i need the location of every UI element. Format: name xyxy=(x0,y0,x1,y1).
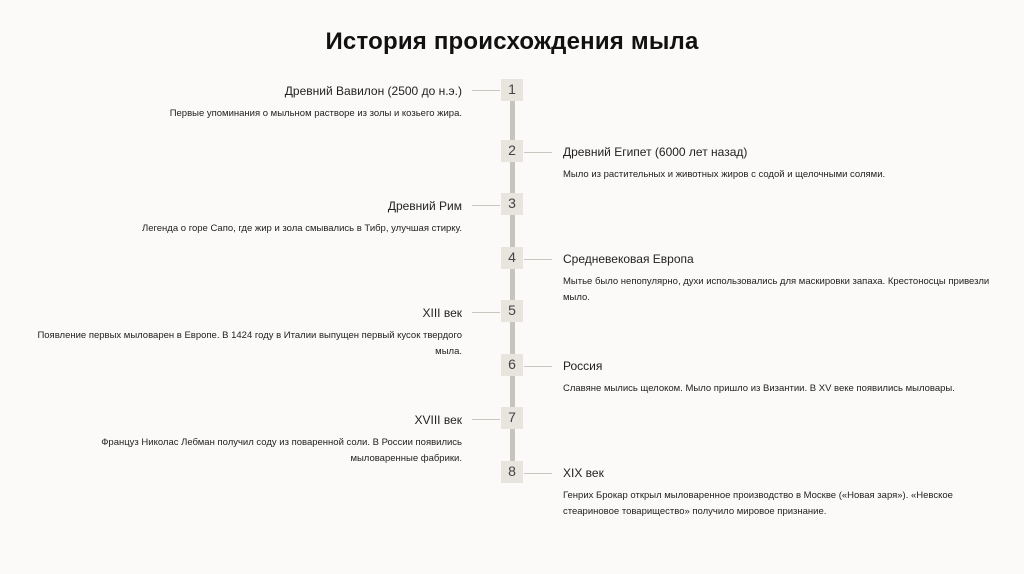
event-heading-8: XIX век xyxy=(563,466,604,480)
connector-6 xyxy=(524,366,552,367)
event-heading-4: Средневековая Европа xyxy=(563,252,694,266)
connector-4 xyxy=(524,259,552,260)
event-heading-1: Древний Вавилон (2500 до н.э.) xyxy=(284,84,462,98)
connector-8 xyxy=(524,473,552,474)
step-number-5: 5 xyxy=(501,300,523,322)
step-number-4: 4 xyxy=(501,247,523,269)
event-text-3: Легенда о горе Сапо, где жир и зола смывались в Тибр, улучшая стирку. xyxy=(142,223,462,234)
event-text-2: Мыло из растительных и животных жиров с содой и щелочными солями. xyxy=(563,169,886,180)
step-number-2: 2 xyxy=(501,140,523,162)
page-title: История происхождения мыла xyxy=(325,28,699,55)
event-heading-2: Древний Египет (6000 лет назад) xyxy=(563,145,748,159)
event-text-1: Первые упоминания о мыльном растворе из золы и козьего жира. xyxy=(169,108,462,119)
event-text-5: Появление первых мыловарен в Европе. В 1424 году в Италии выпущен первый кусок твердого мыла. xyxy=(37,330,462,357)
event-text-4: Мытье было непопулярно, духи использовались для маскировки запаха. Крестоносцы привезли мыло. xyxy=(563,276,990,303)
event-heading-3: Древний Рим xyxy=(387,199,462,213)
connector-7 xyxy=(472,419,500,420)
step-number-6: 6 xyxy=(501,354,523,376)
connector-3 xyxy=(472,205,500,206)
connector-2 xyxy=(524,152,552,153)
event-text-6: Славяне мылись щелоком. Мыло пришло из Византии. В XV веке появились мыловары. xyxy=(563,383,955,394)
connector-5 xyxy=(472,312,500,313)
event-text-7: Француз Николас Лебман получил соду из поваренной соли. В России появились мыловаренные фабрики. xyxy=(101,437,462,464)
event-heading-7: XVIII век xyxy=(414,413,462,427)
step-number-3: 3 xyxy=(501,193,523,215)
step-number-1: 1 xyxy=(501,79,523,101)
connector-1 xyxy=(472,90,500,91)
event-text-8: Генрих Брокар открыл мыловаренное производство в Москве («Новая заря»). «Невское стеариновое товарищество» получило мировое признание. xyxy=(563,490,953,517)
step-number-7: 7 xyxy=(501,407,523,429)
event-heading-5: XIII век xyxy=(422,306,462,320)
event-heading-6: Россия xyxy=(563,359,603,373)
step-number-8: 8 xyxy=(501,461,523,483)
